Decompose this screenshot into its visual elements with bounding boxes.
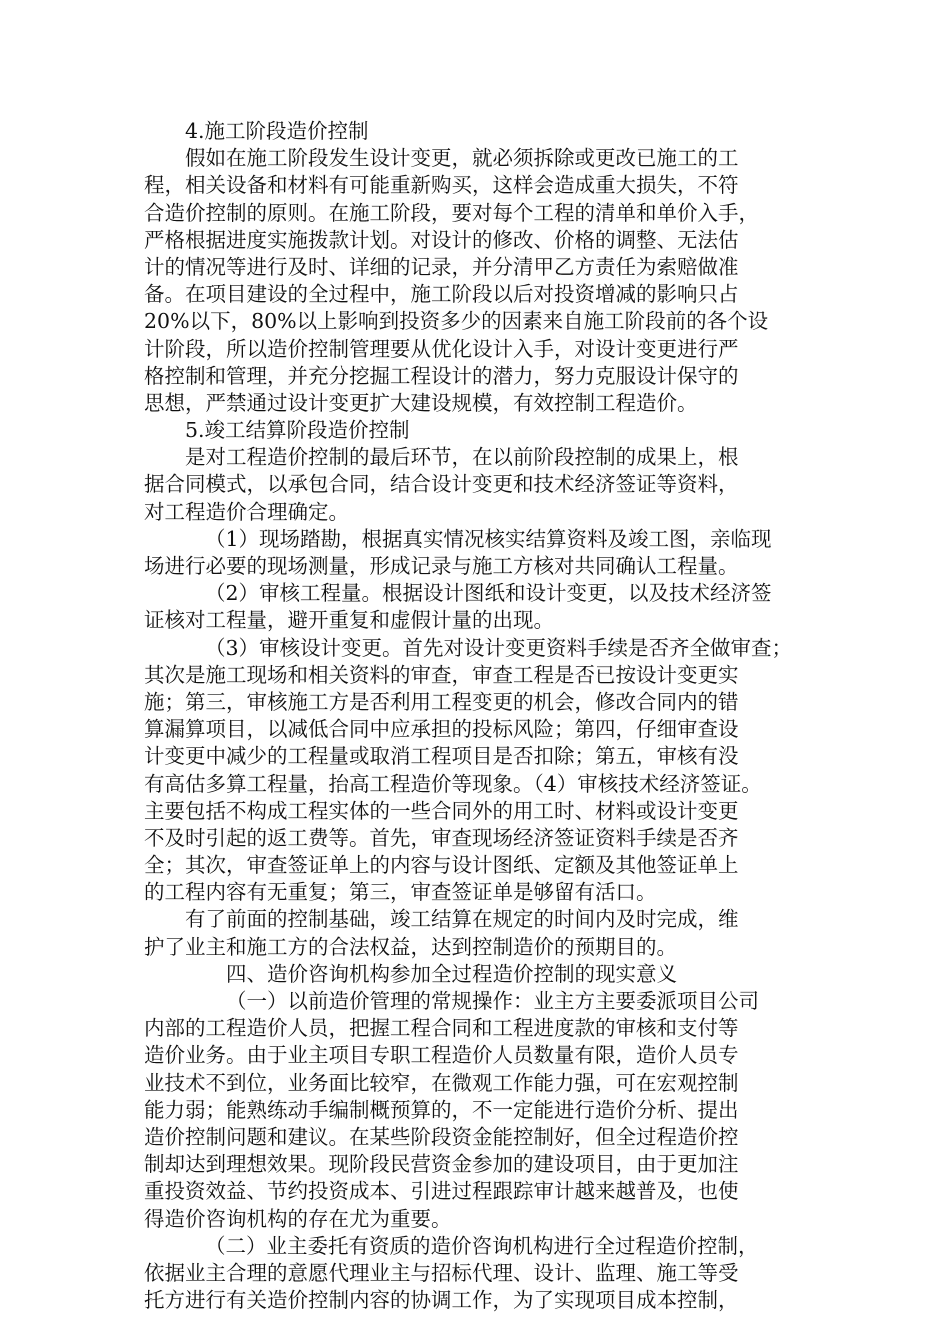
text-line: 假如在施工阶段发生设计变更，就必须拆除或更改已施工的工 [185, 146, 739, 171]
text-line: 格控制和管理，并充分挖掘工程设计的潜力，努力克服设计保守的 [144, 363, 739, 388]
sub-paragraph [144, 988, 804, 1233]
text-line: 不及时引起的返工费等。首先，审查现场经济签证资料手续是否齐 [144, 825, 739, 850]
text-line: 5.竣工结算阶段造价控制 [185, 418, 410, 443]
text-line: 内部的工程造价人员，把握工程合同和工程进度款的审核和支付等 [144, 1016, 739, 1041]
paragraph [144, 145, 804, 417]
section-heading [144, 417, 804, 444]
text-line: （3）审核设计变更。首先对设计变更资料手续是否齐全做审查； [205, 635, 793, 660]
text-line: 造价控制问题和建议。在某些阶段资金能控制好，但全过程造价控 [144, 1124, 739, 1149]
text-line: 备。在项目建设的全过程中，施工阶段以后对投资增减的影响只占 [144, 282, 739, 307]
paragraph [144, 906, 804, 960]
text-line: （2）审核工程量。根据设计图纸和设计变更，以及技术经济签 [205, 581, 772, 606]
text-line: 能力弱；能熟练动手编制概预算的，不一定能进行造价分析、提出 [144, 1097, 739, 1122]
text-line: 合造价控制的原则。在施工阶段，要对每个工程的清单和单价入手， [144, 200, 759, 225]
text-line: 20%以下，80%以上影响到投资多少的因素来自施工阶段前的各个设 [144, 309, 769, 334]
text-line: 其次是施工现场和相关资料的审查，审查工程是否已按设计变更实 [144, 662, 739, 687]
text-line: 计的情况等进行及时、详细的记录，并分清甲乙方责任为索赔做准 [144, 254, 739, 279]
text-line: 4.施工阶段造价控制 [185, 119, 369, 143]
sub-paragraph [144, 580, 804, 634]
section-heading [144, 118, 804, 145]
text-line: 有了前面的控制基础，竣工结算在规定的时间内及时完成，维 [185, 907, 739, 932]
sub-paragraph [144, 526, 804, 580]
text-line: 得造价咨询机构的存在尤为重要。 [144, 1206, 452, 1231]
text-line: 主要包括不构成工程实体的一些合同外的用工时、材料或设计变更 [144, 798, 739, 823]
text-line: 依据业主合理的意愿代理业主与招标代理、设计、监理、施工等受 [144, 1260, 739, 1285]
text-line: （1）现场踏勘，根据真实情况核实结算资料及竣工图，亲临现 [205, 526, 772, 551]
text-line: 重投资效益、节约投资成本、引进过程跟踪审计越来越普及，也使 [144, 1179, 739, 1204]
text-line: 计阶段，所以造价控制管理要从优化设计入手，对设计变更进行严 [144, 336, 739, 361]
text-line: 制却达到理想效果。现阶段民营资金参加的建设项目，由于更加注 [144, 1152, 739, 1177]
text-line: 造价业务。由于业主项目专职工程造价人员数量有限，造价人员专 [144, 1043, 739, 1068]
paragraph [144, 444, 804, 526]
text-line: 护了业主和施工方的合法权益，达到控制造价的预期目的。 [144, 934, 677, 959]
text-line: 全；其次，审查签证单上的内容与设计图纸、定额及其他签证单上 [144, 853, 739, 878]
text-line: 证核对工程量，避开重复和虚假计量的出现。 [144, 608, 554, 633]
text-line: 程，相关设备和材料有可能重新购买，这样会造成重大损失，不符 [144, 173, 739, 198]
text-line: 算漏算项目，以减低合同中应承担的投标风险；第四，仔细审查设 [144, 717, 739, 742]
text-line: （一）以前造价管理的常规操作：业主方主要委派项目公司 [226, 989, 759, 1013]
text-line: 计变更中减少的工程量或取消工程项目是否扣除；第五，审核有没 [144, 744, 739, 769]
text-line: 严格根据进度实施拨款计划。对设计的修改、价格的调整、无法估 [144, 227, 739, 252]
text-line: 的工程内容有无重复；第三，审查签证单是够留有活口。 [144, 880, 657, 905]
text-line: 思想，严禁通过设计变更扩大建设规模，有效控制工程造价。 [144, 390, 698, 415]
text-line: （二）业主委托有资质的造价咨询机构进行全过程造价控制， [205, 1233, 759, 1258]
text-line: 四、造价咨询机构参加全过程造价控制的现实意义 [226, 961, 677, 986]
text-line: 场进行必要的现场测量，形成记录与施工方核对共同确认工程量。 [144, 554, 739, 578]
chapter-heading [144, 961, 804, 988]
sub-paragraph [144, 1233, 804, 1315]
text-line: 有高估多算工程量，抬高工程造价等现象。（4）审核技术经济签证。 [144, 771, 762, 796]
sub-paragraph [144, 635, 804, 907]
text-line: 业技术不到位，业务面比较窄，在微观工作能力强，可在宏观控制 [144, 1070, 739, 1095]
text-line: 据合同模式，以承包合同，结合设计变更和技术经济签证等资料， [144, 472, 739, 497]
text-line: 是对工程造价控制的最后环节，在以前阶段控制的成果上，根 [185, 445, 739, 470]
document-page [144, 118, 804, 1314]
text-line: 托方进行有关造价控制内容的协调工作，为了实现项目成本控制， [144, 1288, 739, 1313]
text-line: 施；第三，审核施工方是否利用工程变更的机会，修改合同内的错 [144, 689, 739, 714]
text-line: 对工程造价合理确定。 [144, 499, 349, 524]
